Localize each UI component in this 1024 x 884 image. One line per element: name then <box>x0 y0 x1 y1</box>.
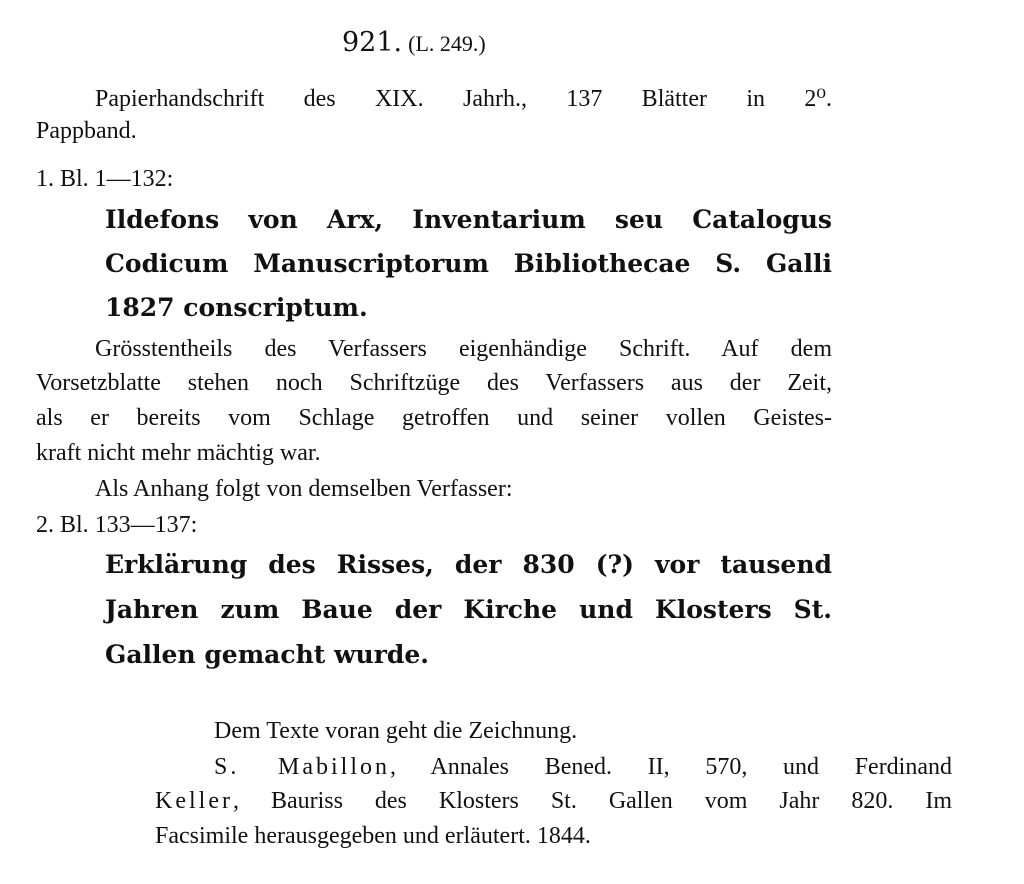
item1-note-line-1: Grösstentheils des Verfassers eigenhändige Schrift. Auf dem <box>95 336 832 362</box>
item1-title-line-3: 1827 conscriptum. <box>105 293 368 322</box>
entry-heading <box>342 28 486 59</box>
item1-title-line-2: Codicum Manuscriptorum Bibliothecae S. Galli <box>105 249 832 278</box>
item1-label: 1. Bl. 1—132: <box>36 166 174 192</box>
item2-label: 2. Bl. 133—137: <box>36 512 198 538</box>
intro-line-2: Pappband. <box>36 118 137 144</box>
footnote-line-3-rest: , Bauriss des Klosters St. Gallen vom Jahr 820. Im <box>232 788 952 814</box>
footnote-line-2 <box>214 752 952 782</box>
item1-note-line-4: kraft nicht mehr mächtig war. <box>36 440 321 466</box>
intro-line-1: Papierhandschrift des XIX. Jahrh., 137 Blätter in 2⁰. <box>95 86 832 112</box>
item1-note-line-2: Vorsetzblatte stehen noch Schriftzüge des Verfassers aus der Zeit, <box>36 370 832 396</box>
item2-title-line-2: Jahren zum Baue der Kirche und Klosters St. <box>105 595 832 624</box>
item1-appendix: Als Anhang folgt von demselben Verfasser: <box>95 476 513 502</box>
item2-title-line-3: Gallen gemacht wurde. <box>105 640 429 669</box>
item1-note-line-3: als er bereits vom Schlage getroffen und seiner vollen Geistes- <box>36 405 832 431</box>
entry-number: 921. <box>342 27 403 58</box>
entry-reference: (L. 249.) <box>408 31 486 56</box>
footnote-line-3 <box>155 786 952 816</box>
item1-title-line-1: Ildefons von Arx, Inventarium seu Catalogus <box>105 205 832 234</box>
author-mabillon: S. Mabillon <box>214 754 391 780</box>
item2-title-line-1: Erklärung des Risses, der 830 (?) vor tausend <box>105 550 832 579</box>
footnote-line-2-rest: , Annales Bened. II, 570, und Ferdinand <box>390 754 953 780</box>
author-keller: Keller <box>155 788 233 814</box>
footnote-line-4: Facsimile herausgegeben und erläutert. 1844. <box>155 823 591 849</box>
footnote-line-1: Dem Texte voran geht die Zeichnung. <box>214 718 578 744</box>
